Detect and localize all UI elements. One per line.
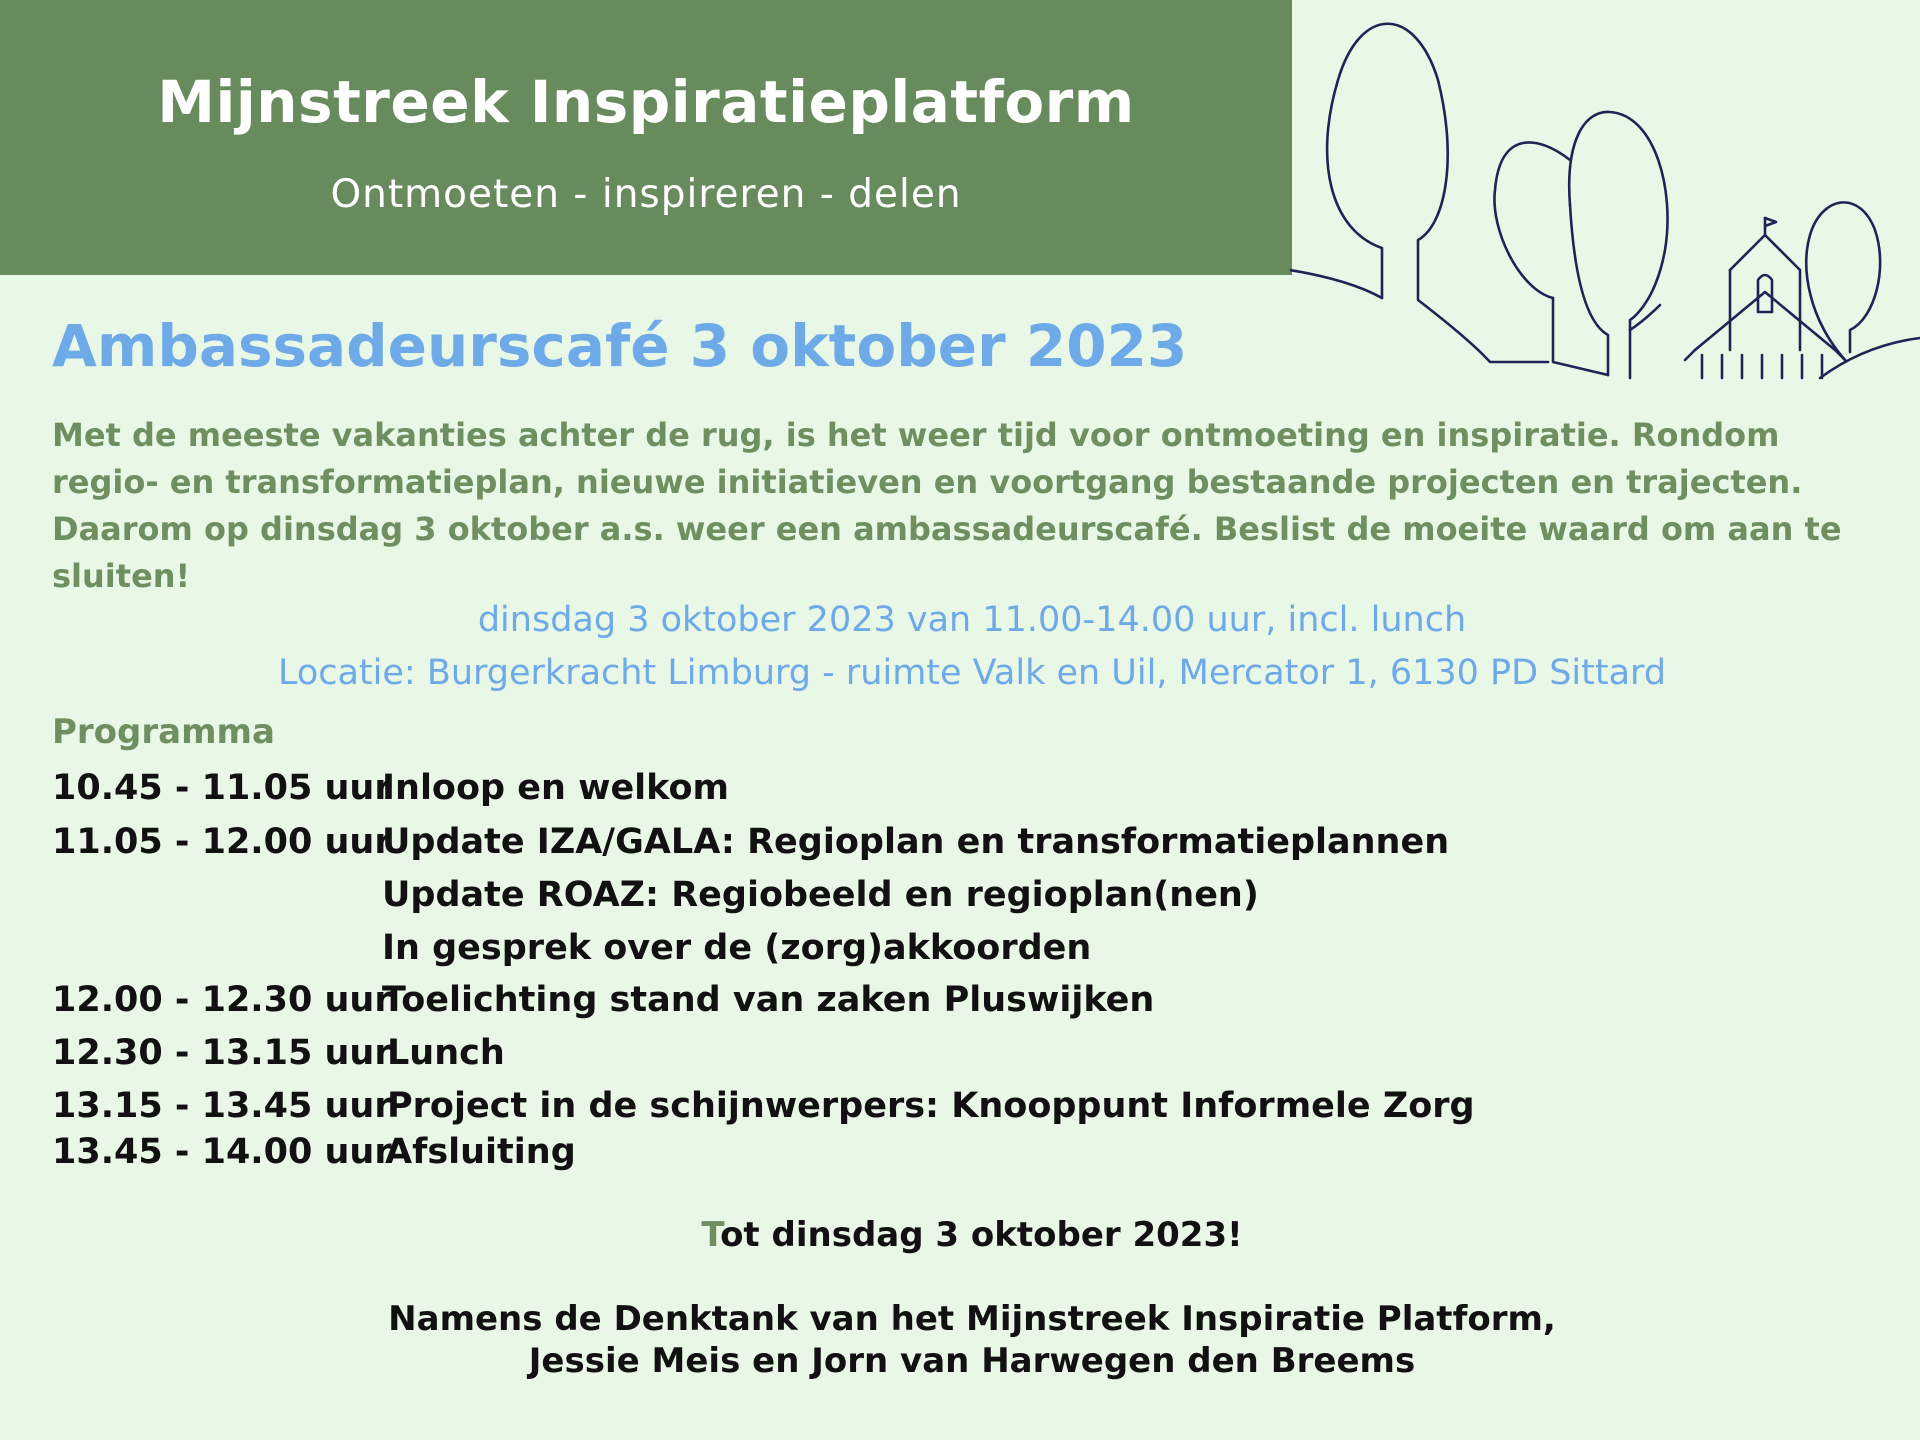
platform-title: Mijnstreek Inspiratieplatform xyxy=(157,68,1135,136)
event-datetime: dinsdag 3 oktober 2023 van 11.00-14.00 uur, incl. lunch xyxy=(477,600,1467,640)
program-time: 13.45 - 14.00 uur xyxy=(52,1132,392,1172)
header-banner xyxy=(0,0,1292,275)
program-time: 12.00 - 12.30 uur xyxy=(52,980,392,1020)
signature-line-1: Namens de Denktank van het Mijnstreek Inspiratie Platform, xyxy=(388,1299,1556,1339)
trees-church-illustration xyxy=(1290,0,1920,390)
event-title: Ambassadeurscafé 3 oktober 2023 xyxy=(52,312,1188,380)
intro-paragraph-2: Daarom op dinsdag 3 oktober a.s. weer een ambassadeurscafé. Beslist de moeite waard om aan te sluiten! xyxy=(52,510,1842,595)
program-time: 13.15 - 13.45 uur xyxy=(52,1086,392,1126)
intro-paragraph-1: Met de meeste vakanties achter de rug, is het weer tijd voor ontmoeting en inspiratie. Rondom regio- en transformatieplan, nieuwe initiatieven en voortgang bestaande projecten en trajecten. xyxy=(52,416,1803,501)
intro-text xyxy=(52,412,1892,600)
platform-subtitle: Ontmoeten - inspireren - delen xyxy=(330,172,962,217)
greeting-initial: T xyxy=(701,1215,721,1255)
program-time: 12.30 - 13.15 uur xyxy=(52,1033,392,1073)
programma-label: Programma xyxy=(52,712,275,752)
program-description: Update IZA/GALA: Regioplan en transformatieplannen xyxy=(382,822,1450,862)
greeting-rest: ot dinsdag 3 oktober 2023! xyxy=(720,1215,1243,1255)
program-description: Project in de schijnwerpers: Knooppunt Informele Zorg xyxy=(387,1086,1475,1126)
program-description: Lunch xyxy=(387,1033,505,1073)
event-location: Locatie: Burgerkracht Limburg - ruimte Valk en Uil, Mercator 1, 6130 PD Sittard xyxy=(277,653,1667,693)
signature-line-2: Jessie Meis en Jorn van Harwegen den Breems xyxy=(528,1341,1416,1381)
program-description: Update ROAZ: Regiobeeld en regioplan(nen) xyxy=(382,875,1259,915)
program-description: Inloop en welkom xyxy=(382,768,730,808)
program-description: In gesprek over de (zorg)akkoorden xyxy=(382,928,1092,968)
program-description: Toelichting stand van zaken Pluswijken xyxy=(382,980,1155,1020)
program-time: 10.45 - 11.05 uur xyxy=(52,768,392,808)
program-time: 11.05 - 12.00 uur xyxy=(52,822,392,862)
closing-greeting xyxy=(0,1215,1920,1255)
program-description: Afsluiting xyxy=(385,1132,576,1172)
